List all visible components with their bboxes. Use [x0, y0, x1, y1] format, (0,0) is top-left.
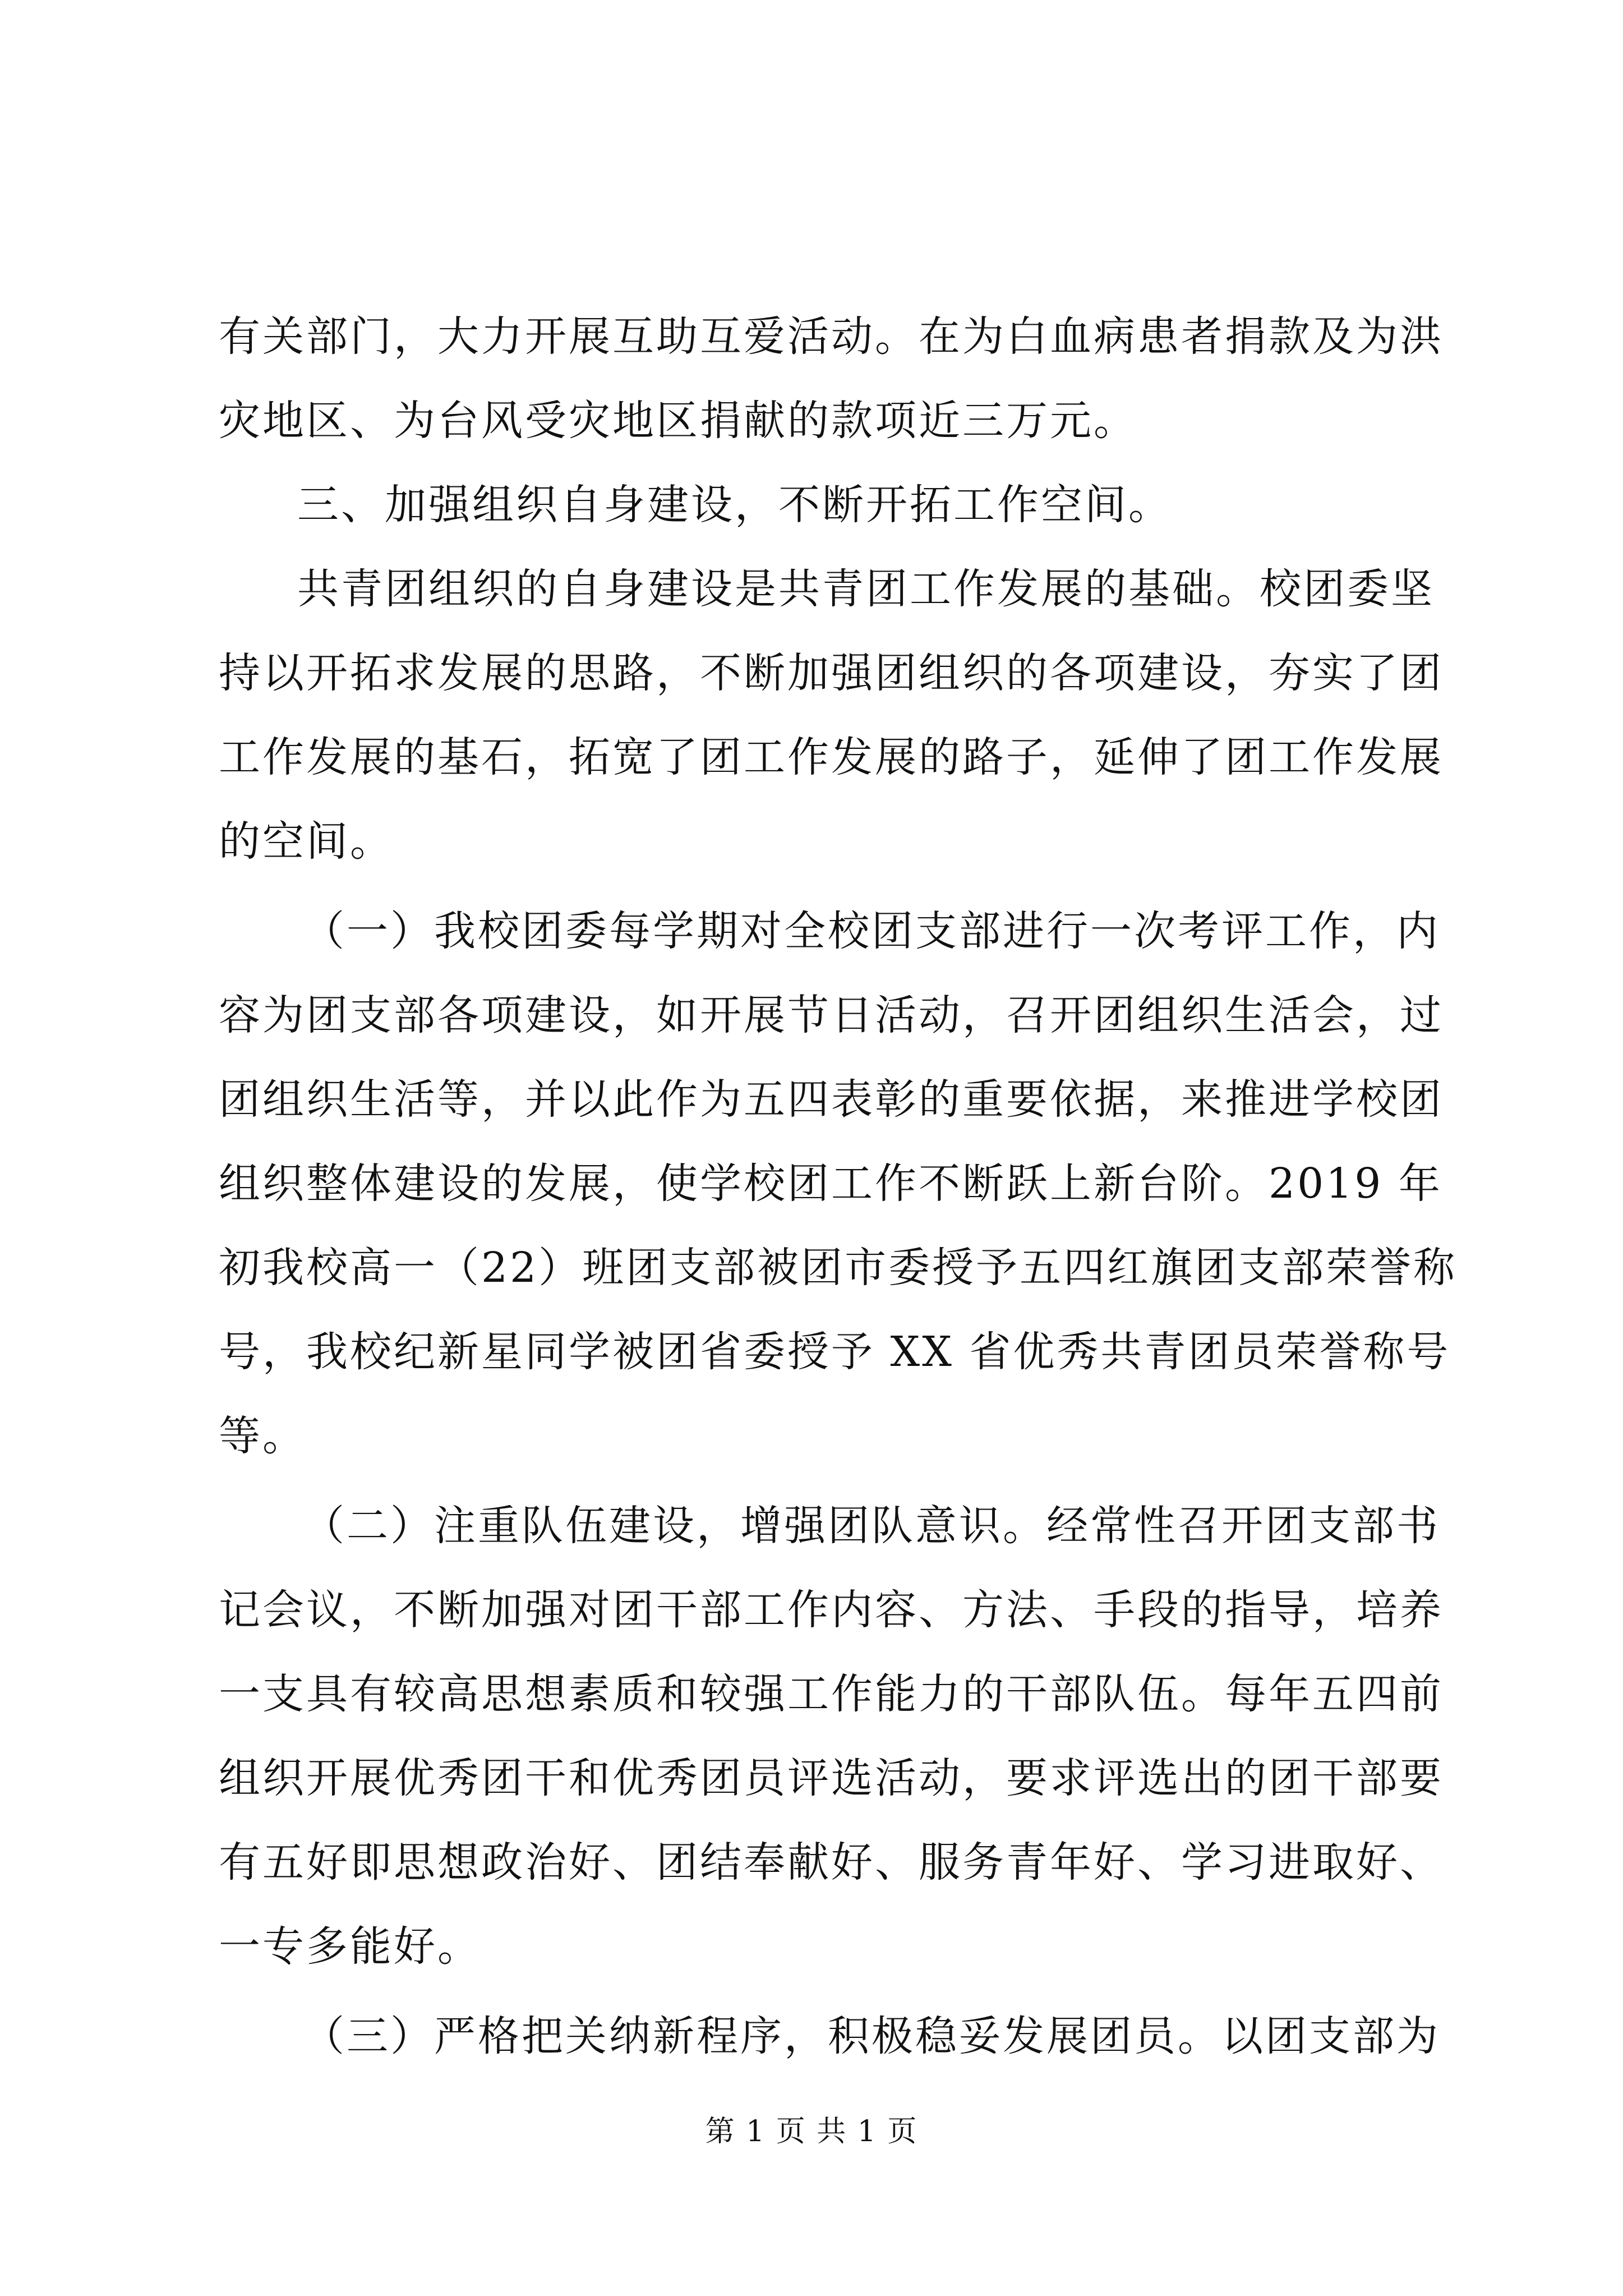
paragraph-line: 有五好即思想政治好、团结奉献好、服务青年好、学习进取好、: [219, 1838, 1444, 1887]
paragraph-line: 号，我校纪新星同学被团省委授予 XX 省优秀共青团员荣誉称号: [219, 1328, 1451, 1376]
paragraph-line: 初我校高一（22）班团支部被团市委授予五四红旗团支部荣誉称: [219, 1244, 1458, 1292]
paragraph-line: （一）我校团委每学期对全校团支部进行一次考评工作，内: [303, 907, 1440, 955]
paragraph-line: 容为团支部各项建设，如开展节日活动，召开团组织生活会，过: [219, 991, 1444, 1039]
paragraph-line: （三）严格把关纳新程序，积极稳妥发展团员。以团支部为: [303, 2012, 1440, 2060]
paragraph-line: 工作发展的基石，拓宽了团工作发展的路子，延伸了团工作发展: [219, 733, 1444, 781]
page-footer: 第 1 页 共 1 页: [705, 2115, 918, 2148]
paragraph-line: 有关部门，大力开展互助互爱活动。在为白血病患者捐款及为洪: [219, 312, 1444, 361]
section-heading: 三、加强组织自身建设，不断开拓工作空间。: [297, 481, 1172, 529]
paragraph-line: 灾地区、为台风受灾地区捐献的款项近三万元。: [219, 397, 1137, 445]
paragraph-line: 持以开拓求发展的思路，不断加强团组织的各项建设，夯实了团: [219, 649, 1444, 697]
paragraph-line: （二）注重队伍建设，增强团队意识。经常性召开团支部书: [303, 1502, 1440, 1550]
paragraph-line: 的空间。: [219, 817, 394, 866]
paragraph-line: 等。: [219, 1412, 306, 1460]
paragraph-line: 组织整体建设的发展，使学校团工作不断跃上新台阶。2019 年: [219, 1159, 1442, 1208]
paragraph-line: 团组织生活等，并以此作为五四表彰的重要依据，来推进学校团: [219, 1075, 1444, 1124]
paragraph-line: 一支具有较高思想素质和较强工作能力的干部队伍。每年五四前: [219, 1670, 1444, 1718]
paragraph-line: 记会议，不断加强对团干部工作内容、方法、手段的指导，培养: [219, 1586, 1444, 1634]
paragraph-line: 一专多能好。: [219, 1922, 481, 1971]
paragraph-line: 共青团组织的自身建设是共青团工作发展的基础。校团委坚: [297, 565, 1435, 613]
paragraph-line: 组织开展优秀团干和优秀团员评选活动，要求评选出的团干部要: [219, 1754, 1444, 1802]
